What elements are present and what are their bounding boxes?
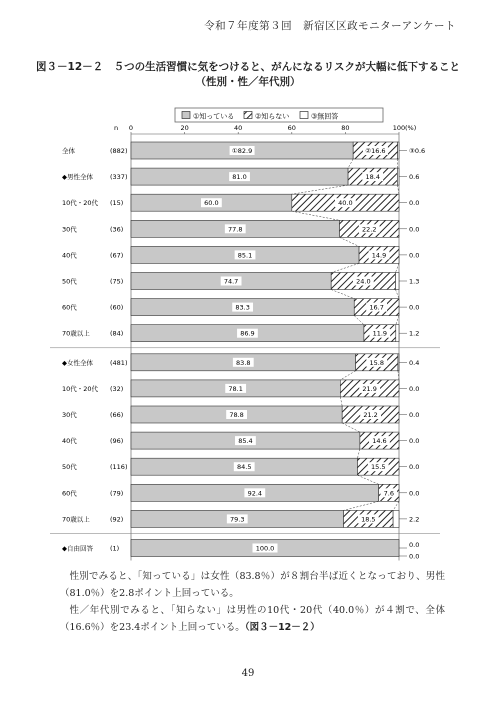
category-label-14: 70歳以上: [62, 515, 90, 524]
x-axis-unit: (%): [405, 124, 417, 132]
data-label-unknown-10: 21.2: [363, 411, 378, 419]
category-label-0: 全体: [62, 147, 75, 155]
category-label-9: 10代・20代: [62, 384, 99, 393]
connector-known-12: [357, 475, 378, 484]
category-n-1: (337): [110, 173, 128, 182]
survey-header: 令和７年度第３回 新宿区区政モニターアンケート: [204, 20, 456, 32]
data-label-unknown-9: 21.9: [362, 384, 377, 393]
data-label-unknown-3: 22.2: [362, 225, 377, 234]
data-label-known-5: 74.7: [223, 277, 239, 286]
figure-title-line1: ５つの生活習慣に気をつけると、がんになるリスクが大幅に低下すること: [113, 61, 460, 73]
data-label-noanswer-13: 0.0: [409, 489, 420, 498]
data-label-noanswer-2: 0.0: [409, 199, 420, 208]
category-n-10: (66): [110, 411, 124, 419]
connector-known-6: [354, 316, 364, 325]
connector-known-2: [292, 211, 340, 220]
data-label-known-2: 60.0: [204, 199, 219, 208]
x-tick-label-20: 20: [180, 124, 189, 132]
figure-title: [0, 60, 496, 90]
data-label-noanswer-12: 0.0: [409, 463, 420, 472]
category-label-13: 60代: [62, 489, 77, 498]
figure-title-line2: （性別・性／年代別）: [195, 76, 301, 88]
data-label-free-extra: 0.0: [409, 552, 420, 561]
data-label-known-6: 83.3: [235, 303, 250, 312]
category-n-6: (60): [110, 303, 124, 312]
connector-known-1: [292, 185, 348, 194]
data-label-noanswer-14: 2.2: [409, 515, 420, 524]
category-label-4: 40代: [62, 251, 77, 260]
category-n-7: (84): [110, 329, 124, 338]
x-tick-label-100: 100: [392, 124, 406, 132]
category-n-13: (79): [110, 489, 124, 498]
data-label-unknown-6: 16.7: [369, 303, 384, 312]
figure-reference: （図３－12－２）: [244, 622, 320, 633]
data-label-known-7: 86.9: [240, 329, 255, 338]
body-text: [60, 568, 445, 636]
bar-noanswer-14: [393, 510, 399, 527]
connector-unknown-13: [393, 501, 399, 510]
paragraph-age: [60, 602, 445, 636]
x-tick-label-80: 80: [341, 124, 350, 132]
legend-swatch-1: [182, 112, 190, 119]
category-label-12: 50代: [62, 463, 77, 472]
paragraph-age-text: 性／年代別でみると、「知らない」は男性の10代・20代（40.0％）が４割で、全体（16.6％）を23.4ポイント上回っている。: [60, 605, 445, 633]
data-label-unknown-12: 15.5: [370, 463, 386, 472]
data-label-noanswer-15: 0.0: [409, 541, 420, 549]
data-label-noanswer-7: 1.2: [409, 329, 420, 338]
bar-noanswer-1: [397, 168, 399, 185]
x-tick-label-60: 60: [287, 124, 296, 132]
category-label-3: 30代: [62, 225, 77, 234]
data-label-unknown-8: 15.8: [369, 358, 384, 367]
connector-unknown-5: [396, 290, 399, 299]
bar-noanswer-5: [396, 273, 399, 290]
data-label-known-0: ①82.9: [231, 147, 253, 155]
data-label-noanswer-10: 0.0: [409, 411, 420, 419]
category-n-15: (1): [110, 544, 120, 553]
category-label-2: 10代・20代: [62, 199, 99, 208]
category-label-11: 40代: [62, 437, 77, 446]
x-tick-label-0: 0: [128, 124, 134, 132]
legend-swatch-2: [244, 112, 252, 119]
connector-known-11: [357, 449, 359, 458]
connector-known-3: [340, 237, 360, 246]
data-label-unknown-11: 14.6: [372, 437, 387, 446]
data-label-unknown-2: 40.0: [338, 199, 353, 208]
category-n-4: (67): [110, 251, 124, 260]
data-label-unknown-4: 14.9: [371, 251, 387, 260]
data-label-known-4: 85.1: [237, 251, 253, 260]
data-label-known-8: 83.8: [236, 358, 251, 367]
data-label-unknown-1: 18.4: [365, 173, 380, 182]
category-label-1: ◆男性全体: [62, 173, 93, 182]
connector-known-4: [331, 263, 359, 272]
data-label-noanswer-3: 0.0: [409, 225, 420, 234]
category-n-9: (32): [110, 384, 124, 393]
data-label-noanswer-9: 0.0: [409, 384, 420, 393]
page-number: 49: [241, 668, 255, 679]
data-label-noanswer-6: 0.0: [409, 303, 420, 312]
legend-label-1: ①知っている: [193, 112, 235, 121]
data-label-known-12: 84.5: [236, 463, 252, 472]
data-label-noanswer-8: 0.4: [409, 358, 420, 367]
category-n-12: (116): [110, 463, 128, 472]
category-n-3: (36): [110, 225, 124, 234]
bar-noanswer-7: [396, 325, 399, 342]
data-label-known-1: 81.0: [232, 173, 247, 182]
data-label-known-3: 77.8: [228, 225, 243, 234]
category-n-14: (92): [110, 515, 124, 524]
category-n-5: (75): [110, 277, 124, 286]
data-label-unknown-7: 11.9: [372, 329, 388, 338]
connector-known-10: [342, 423, 360, 432]
data-label-known-11: 85.4: [238, 437, 253, 446]
category-label-8: ◆女性全体: [62, 358, 93, 367]
category-label-10: 30代: [62, 411, 77, 419]
data-label-known-9: 78.1: [228, 384, 243, 393]
paragraph-gender: 性別でみると、「知っている」は女性（83.8％）が８割台半ば近くとなっており、男性（81.0％）を2.8ポイント上回っている。: [60, 571, 445, 599]
data-label-known-15: 100.0: [255, 544, 275, 553]
data-label-unknown-14: 18.5: [361, 515, 376, 524]
data-label-noanswer-4: 0.0: [409, 251, 420, 260]
data-label-noanswer-1: 0.6: [409, 173, 420, 182]
stacked-bar-chart: [0, 96, 496, 562]
connector-unknown-6: [396, 316, 399, 325]
data-label-unknown-0: ②16.6: [365, 147, 386, 155]
data-label-noanswer-5: 1.3: [409, 277, 420, 286]
connector-unknown-4: [396, 263, 399, 272]
bar-noanswer-0: [398, 142, 399, 159]
connector-known-5: [331, 290, 354, 299]
category-label-7: 70歳以上: [62, 329, 90, 338]
data-label-noanswer-0: ③0.6: [409, 147, 426, 155]
legend-label-2: ②知らない: [255, 112, 290, 121]
category-label-6: 60代: [62, 303, 77, 312]
x-tick-label-40: 40: [234, 124, 243, 132]
data-label-known-13: 92.4: [247, 489, 263, 498]
category-n-2: (15): [110, 199, 124, 208]
connector-known-13: [344, 501, 379, 510]
connector-known-0: [348, 159, 353, 168]
category-n-11: (96): [110, 437, 124, 446]
figure-number: 図３－12－２: [36, 61, 104, 73]
data-label-unknown-5: 24.0: [356, 277, 371, 286]
connector-known-8: [340, 371, 355, 380]
data-label-known-10: 78.8: [229, 411, 244, 419]
data-label-known-14: 79.3: [230, 515, 245, 524]
category-n-8: (481): [110, 358, 128, 367]
bar-noanswer-8: [398, 354, 399, 371]
connector-known-9: [340, 397, 342, 406]
data-label-unknown-13: 7.6: [383, 489, 394, 498]
category-label-15: ◆自由回答: [62, 544, 93, 553]
legend-label-3: ③無回答: [311, 112, 339, 121]
n-column-header: n: [113, 124, 119, 132]
category-label-5: 50代: [62, 277, 77, 286]
legend-swatch-3: [300, 112, 308, 119]
category-n-0: (882): [110, 147, 128, 155]
data-label-noanswer-11: 0.0: [409, 437, 420, 446]
